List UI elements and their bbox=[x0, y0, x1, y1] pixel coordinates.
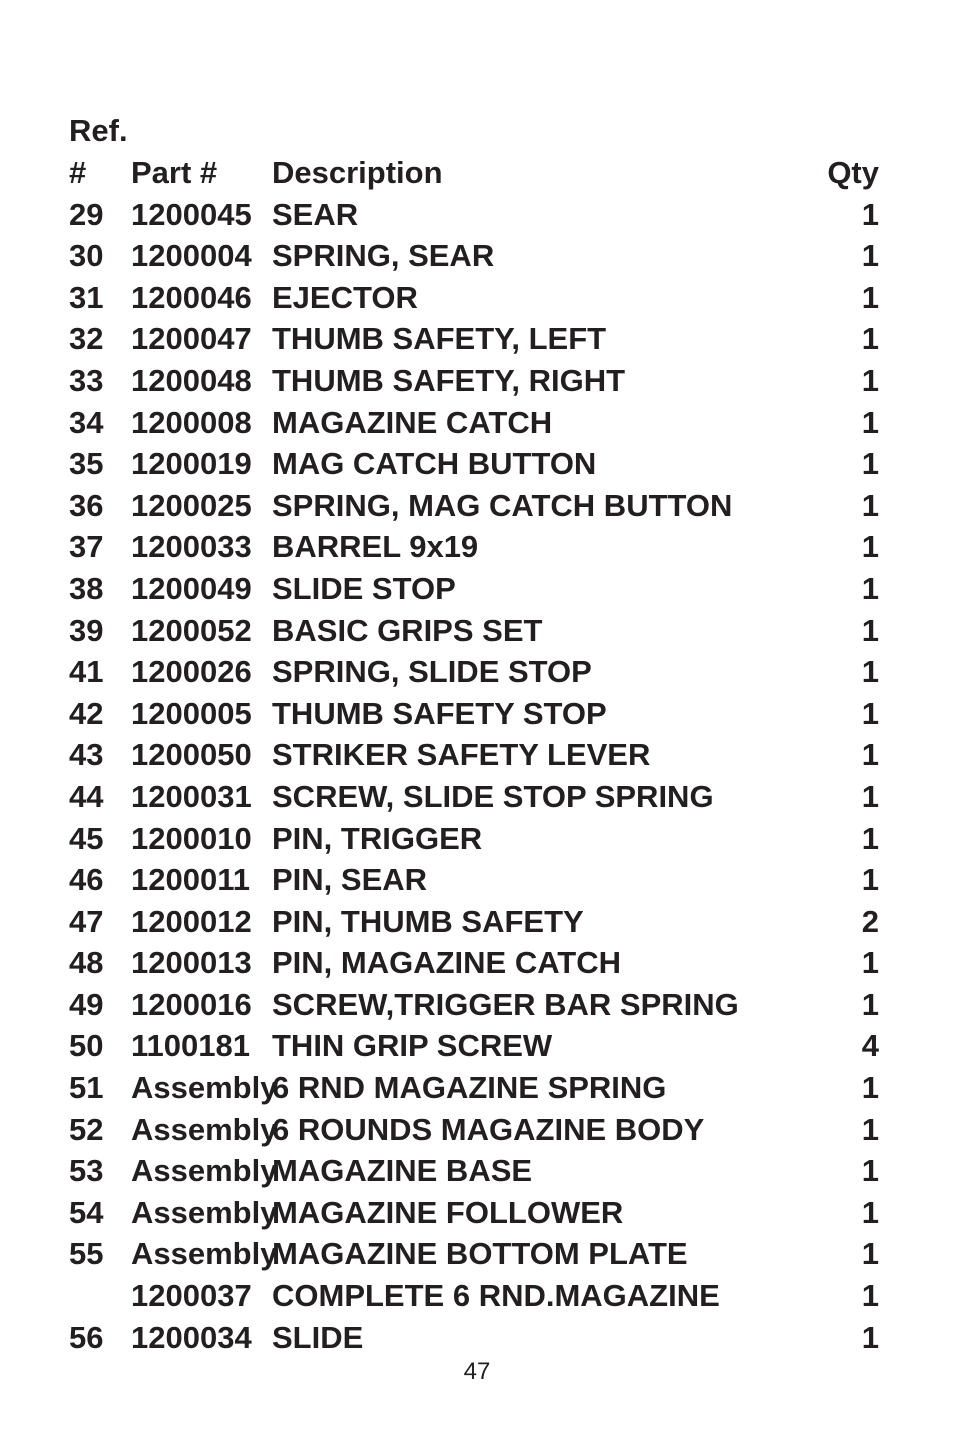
table-row bbox=[69, 277, 879, 319]
row-ref: 54 bbox=[69, 1194, 104, 1230]
row-description: BARREL 9x19 bbox=[272, 529, 479, 565]
row-part: 1200008 bbox=[131, 404, 252, 440]
header-part-number: Part # bbox=[131, 155, 218, 190]
row-quantity: 1 bbox=[861, 1070, 879, 1106]
row-description: MAGAZINE FOLLOWER bbox=[272, 1194, 624, 1230]
row-quantity: 1 bbox=[861, 487, 879, 523]
table-row bbox=[69, 984, 879, 1026]
table-row bbox=[69, 693, 879, 735]
row-description: SLIDE bbox=[272, 1319, 364, 1355]
row-part: Assembly bbox=[131, 1194, 278, 1230]
table-row bbox=[69, 1317, 879, 1359]
row-ref: 29 bbox=[69, 196, 104, 232]
table-row bbox=[69, 1067, 879, 1109]
row-ref: 41 bbox=[69, 654, 104, 690]
row-description: SPRING, MAG CATCH BUTTON bbox=[272, 487, 733, 523]
row-quantity: 1 bbox=[861, 1319, 879, 1355]
table-row bbox=[69, 942, 879, 984]
row-description: EJECTOR bbox=[272, 279, 418, 315]
row-quantity: 2 bbox=[861, 903, 879, 939]
table-row bbox=[69, 1025, 879, 1067]
row-part: 1200050 bbox=[131, 737, 252, 773]
row-description: SCREW, SLIDE STOP SPRING bbox=[272, 778, 714, 814]
table-row bbox=[69, 526, 879, 568]
row-ref: 49 bbox=[69, 986, 104, 1022]
row-part: Assembly bbox=[131, 1153, 278, 1189]
table-row bbox=[69, 402, 879, 444]
row-ref: 43 bbox=[69, 737, 104, 773]
row-description: MAG CATCH BUTTON bbox=[272, 446, 597, 482]
row-description: SPRING, SEAR bbox=[272, 238, 495, 274]
row-ref: 56 bbox=[69, 1319, 104, 1355]
row-part: 1200049 bbox=[131, 570, 252, 606]
row-ref: 35 bbox=[69, 446, 104, 482]
row-part: 1200037 bbox=[131, 1278, 252, 1314]
row-part: 1200045 bbox=[131, 196, 252, 232]
row-part: Assembly bbox=[131, 1236, 278, 1272]
table-row bbox=[69, 1192, 879, 1234]
header-quantity: Qty bbox=[827, 155, 879, 190]
row-quantity: 1 bbox=[861, 446, 879, 482]
row-quantity: 1 bbox=[861, 529, 879, 565]
row-ref: 45 bbox=[69, 820, 104, 856]
row-quantity: 1 bbox=[861, 654, 879, 690]
row-quantity: 1 bbox=[861, 1153, 879, 1189]
row-part: 1200046 bbox=[131, 279, 252, 315]
row-quantity: 1 bbox=[861, 945, 879, 981]
row-quantity: 1 bbox=[861, 862, 879, 898]
row-part: 1200031 bbox=[131, 778, 252, 814]
row-ref: 44 bbox=[69, 778, 104, 814]
row-quantity: 1 bbox=[861, 1111, 879, 1147]
table-row bbox=[69, 443, 879, 485]
table-row bbox=[69, 568, 879, 610]
row-part: 1200025 bbox=[131, 487, 252, 523]
table-row bbox=[69, 360, 879, 402]
row-ref: 46 bbox=[69, 862, 104, 898]
table-row bbox=[69, 235, 879, 277]
table-row bbox=[69, 734, 879, 776]
row-description: SLIDE STOP bbox=[272, 570, 456, 606]
row-description: MAGAZINE BASE bbox=[272, 1153, 533, 1189]
table-row bbox=[69, 318, 879, 360]
row-ref: 38 bbox=[69, 570, 104, 606]
row-part: 1200013 bbox=[131, 945, 252, 981]
row-quantity: 1 bbox=[861, 986, 879, 1022]
header-description: Description bbox=[272, 155, 443, 190]
row-part: 1100181 bbox=[131, 1028, 250, 1064]
row-part: 1200026 bbox=[131, 654, 252, 690]
row-description: PIN, MAGAZINE CATCH bbox=[272, 945, 622, 981]
row-description: BASIC GRIPS SET bbox=[272, 612, 543, 648]
table-row bbox=[69, 1109, 879, 1151]
row-description: PIN, TRIGGER bbox=[272, 820, 483, 856]
row-quantity: 1 bbox=[861, 238, 879, 274]
row-part: 1200011 bbox=[131, 862, 250, 898]
row-ref: 36 bbox=[69, 487, 104, 523]
table-row bbox=[69, 1150, 879, 1192]
row-description: THIN GRIP SCREW bbox=[272, 1028, 553, 1064]
row-ref: 47 bbox=[69, 903, 104, 939]
row-ref: 50 bbox=[69, 1028, 104, 1064]
row-description: PIN, THUMB SAFETY bbox=[272, 903, 584, 939]
ref-column-label: Ref. bbox=[69, 113, 128, 148]
row-part: Assembly bbox=[131, 1070, 278, 1106]
row-part: 1200033 bbox=[131, 529, 252, 565]
row-description: 6 ROUNDS MAGAZINE BODY bbox=[272, 1111, 705, 1147]
parts-table bbox=[69, 152, 879, 1358]
row-quantity: 1 bbox=[861, 362, 879, 398]
row-ref: 33 bbox=[69, 362, 104, 398]
row-quantity: 1 bbox=[861, 820, 879, 856]
table-row bbox=[69, 651, 879, 693]
row-ref: 30 bbox=[69, 238, 104, 274]
row-ref: 32 bbox=[69, 321, 104, 357]
row-quantity: 1 bbox=[861, 570, 879, 606]
row-part: 1200048 bbox=[131, 362, 252, 398]
row-quantity: 1 bbox=[861, 778, 879, 814]
row-quantity: 1 bbox=[861, 1194, 879, 1230]
row-quantity: 1 bbox=[861, 321, 879, 357]
row-ref: 53 bbox=[69, 1153, 104, 1189]
table-row bbox=[69, 194, 879, 236]
row-description: 6 RND MAGAZINE SPRING bbox=[272, 1070, 667, 1106]
row-quantity: 1 bbox=[861, 695, 879, 731]
row-description: SPRING, SLIDE STOP bbox=[272, 654, 592, 690]
row-ref: 55 bbox=[69, 1236, 104, 1272]
row-description: SEAR bbox=[272, 196, 359, 232]
row-description: STRIKER SAFETY LEVER bbox=[272, 737, 651, 773]
row-part: 1200010 bbox=[131, 820, 252, 856]
row-ref: 39 bbox=[69, 612, 104, 648]
header-ref-number: # bbox=[69, 155, 87, 190]
row-part: 1200005 bbox=[131, 695, 252, 731]
row-ref: 51 bbox=[69, 1070, 104, 1106]
table-row bbox=[69, 485, 879, 527]
row-description: MAGAZINE BOTTOM PLATE bbox=[272, 1236, 688, 1272]
table-row bbox=[69, 818, 879, 860]
row-part: 1200052 bbox=[131, 612, 252, 648]
row-quantity: 4 bbox=[861, 1028, 879, 1064]
row-quantity: 1 bbox=[861, 737, 879, 773]
row-description: PIN, SEAR bbox=[272, 862, 428, 898]
table-row bbox=[69, 776, 879, 818]
row-ref: 31 bbox=[69, 279, 104, 315]
row-description: SCREW,TRIGGER BAR SPRING bbox=[272, 986, 739, 1022]
row-quantity: 1 bbox=[861, 612, 879, 648]
row-quantity: 1 bbox=[861, 196, 879, 232]
row-quantity: 1 bbox=[861, 404, 879, 440]
table-row bbox=[69, 1275, 879, 1317]
row-quantity: 1 bbox=[861, 1278, 879, 1314]
row-part: 1200019 bbox=[131, 446, 252, 482]
table-header-row bbox=[69, 152, 879, 194]
row-description: COMPLETE 6 RND.MAGAZINE bbox=[272, 1278, 720, 1314]
row-ref: 42 bbox=[69, 695, 104, 731]
row-ref: 48 bbox=[69, 945, 104, 981]
row-description: THUMB SAFETY STOP bbox=[272, 695, 607, 731]
page-number: 47 bbox=[463, 1358, 491, 1385]
row-ref: 52 bbox=[69, 1111, 104, 1147]
row-part: 1200012 bbox=[131, 903, 252, 939]
table-row bbox=[69, 610, 879, 652]
row-part: 1200004 bbox=[131, 238, 252, 274]
table-row bbox=[69, 859, 879, 901]
row-quantity: 1 bbox=[861, 279, 879, 315]
row-part: 1200016 bbox=[131, 986, 252, 1022]
row-part: 1200034 bbox=[131, 1319, 252, 1355]
row-ref: 34 bbox=[69, 404, 104, 440]
row-part: 1200047 bbox=[131, 321, 252, 357]
table-row bbox=[69, 901, 879, 943]
row-description: THUMB SAFETY, LEFT bbox=[272, 321, 607, 357]
row-description: THUMB SAFETY, RIGHT bbox=[272, 362, 626, 398]
table-row bbox=[69, 1233, 879, 1275]
row-quantity: 1 bbox=[861, 1236, 879, 1272]
row-part: Assembly bbox=[131, 1111, 278, 1147]
row-description: MAGAZINE CATCH bbox=[272, 404, 553, 440]
row-ref: 37 bbox=[69, 529, 104, 565]
